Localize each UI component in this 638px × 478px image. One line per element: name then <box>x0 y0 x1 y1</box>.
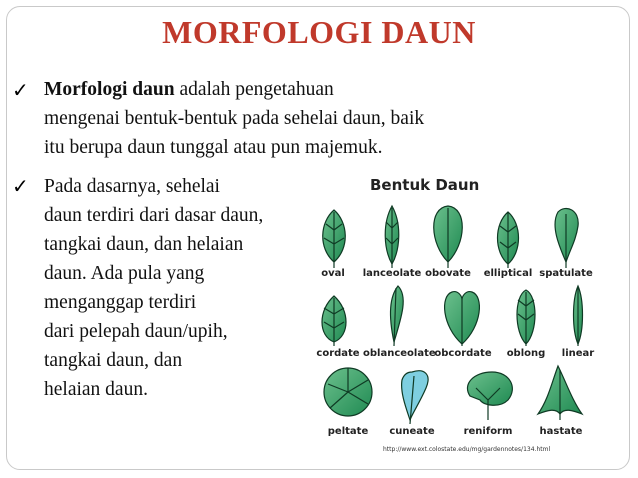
label-oval: oval <box>321 268 345 279</box>
bullet-2-line-5: menganggap terdiri <box>44 292 197 313</box>
label-hastate: hastate <box>539 426 583 437</box>
bullet-2-line-1: Pada dasarnya, sehelai <box>44 176 220 197</box>
bullet-2-line-2: daun terdiri dari dasar daun, <box>44 205 264 226</box>
check-icon: ✓ <box>12 174 29 198</box>
bullet-2-line-6: dari pelepah daun/upih, <box>44 321 228 342</box>
spatulate-leaf-icon <box>555 208 578 268</box>
oblong-leaf-icon <box>517 290 535 346</box>
label-spatulate: spatulate <box>539 268 593 279</box>
oblanceolate-leaf-icon <box>391 286 404 346</box>
cordate-leaf-icon <box>322 296 346 346</box>
bullet-1-bold: Morfologi daun <box>44 79 175 100</box>
bullet-1-line-2: mengenai bentuk-bentuk pada sehelai daun, baik <box>44 108 425 129</box>
label-elliptical: elliptical <box>483 268 533 279</box>
lanceolate-leaf-icon <box>385 206 399 268</box>
label-cuneate: cuneate <box>389 426 435 437</box>
bullet-1-rest: adalah pengetahuan <box>174 79 334 100</box>
obcordate-leaf-icon <box>445 292 480 346</box>
bullet-2-line-7: tangkai daun, dan <box>44 350 183 371</box>
elliptical-leaf-icon <box>498 212 519 268</box>
cuneate-leaf-icon <box>402 371 428 424</box>
label-oblong: oblong <box>506 348 546 359</box>
obovate-leaf-icon <box>434 206 463 268</box>
label-lanceolate: lanceolate <box>362 268 422 279</box>
source-url: http://www.ext.colostate.edu/mg/gardennotes/134.html <box>383 446 551 453</box>
hastate-leaf-icon <box>538 366 582 420</box>
label-cordate: cordate <box>316 348 360 359</box>
figure-title: Bentuk Daun <box>370 176 480 194</box>
bullet-2-line-4: daun. Ada pula yang <box>44 263 205 284</box>
check-icon: ✓ <box>12 78 29 102</box>
label-obcordate: obcordate <box>434 348 492 359</box>
label-linear: linear <box>561 348 595 359</box>
label-peltate: peltate <box>327 426 369 437</box>
label-oblanceolate: oblanceolate <box>363 348 436 359</box>
bullet-2-line-3: tangkai daun, dan helaian <box>44 234 244 255</box>
oval-leaf-icon <box>323 210 346 268</box>
label-obovate: obovate <box>425 268 471 279</box>
linear-leaf-icon <box>574 286 583 346</box>
bullet-1-line-3: itu berupa daun tunggal atau pun majemuk. <box>44 137 383 158</box>
label-reniform: reniform <box>463 426 513 437</box>
peltate-leaf-icon <box>324 368 372 416</box>
reniform-leaf-icon <box>467 372 512 420</box>
slide-title: MORFOLOGI DAUN <box>162 14 476 50</box>
bullet-2-line-8: helaian daun. <box>44 379 148 400</box>
